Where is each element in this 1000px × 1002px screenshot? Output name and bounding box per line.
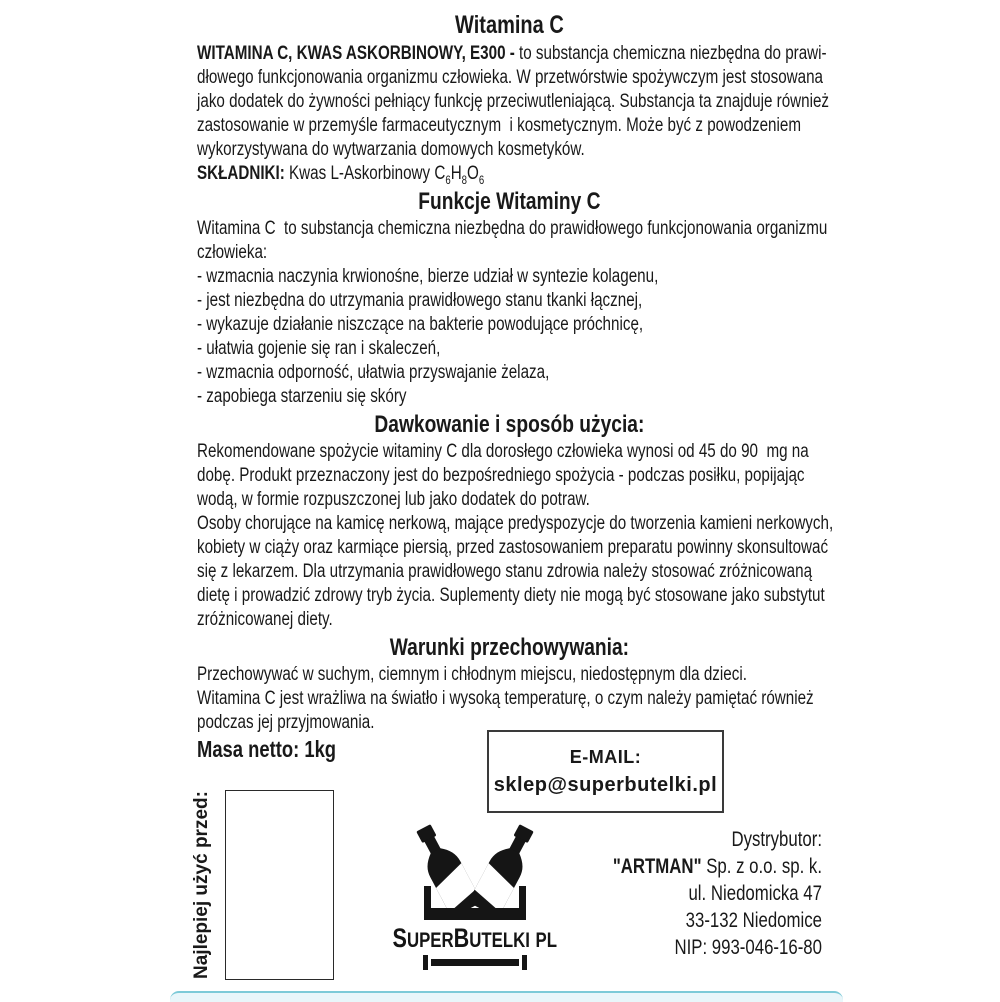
email-label: E-MAIL: (569, 746, 642, 767)
bottom-accent-bar (170, 991, 843, 1002)
storage-heading: Warunki przechowywania: (389, 634, 630, 661)
email-box (487, 730, 724, 813)
intro-line-1 (197, 42, 827, 66)
formula: $C_6H_8O_6$ (434, 163, 485, 187)
functions-bullet: - wykazuje działanie niszczące na bakterie powodujące próchnicę, (197, 314, 644, 335)
distributor-street: ul. Niedomicka 47 (688, 882, 822, 905)
intro-line-4: zastosowanie w przemyśle farmaceutycznym i kosmetycznym. Może być z powodzeniem (197, 115, 801, 136)
brand-name: SUPERBUTELKI PL (392, 923, 558, 953)
intro-lead-bold: WITAMINA C, KWAS ASKORBINOWY, E300 - (197, 43, 520, 64)
functions-bullet: - zapobiega starzeniu się skóry (197, 386, 407, 407)
net-mass: Masa netto: 1kg (197, 736, 337, 762)
distributor-company-suffix: Sp. z o.o. sp. k. (701, 855, 822, 878)
dosage-line: kobiety w ciąży oraz karmiące piersią, przed zastosowaniem preparatu powinny skonsultować (197, 537, 829, 558)
ingredients-label: SKŁADNIKI: (197, 163, 285, 184)
storage-line: Witamina C jest wrażliwa na światło i wysoką temperaturę, o czym należy pamiętać również (197, 688, 814, 709)
intro-line-5: wykorzystywana do wytwarzania domowych kosmetyków. (197, 139, 585, 160)
functions-heading: Funkcje Witaminy C (418, 188, 601, 215)
email-address: sklep@superbutelki.pl (493, 773, 718, 796)
dosage-line: się z lekarzem. Dla utrzymania prawidłowego stanu zdrowia należy stosować zróżnicowaną (197, 561, 813, 582)
dosage-line: wodą, w formie rozpuszczonej lub jako dodatek do potraw. (197, 489, 590, 510)
functions-intro-2: człowieka: (197, 242, 268, 263)
logo-underline (431, 959, 519, 966)
dosage-line: Osoby chorujące na kamicę nerkową, mające predyspozycje do tworzenia kamieni nerkowych, (197, 513, 834, 534)
functions-intro-1: Witamina C to substancja chemiczna niezbędna do prawidłowego funkcjonowania organizmu (197, 218, 828, 239)
functions-bullet: - wzmacnia odporność, ułatwia przyswajanie żelaza, (197, 362, 550, 383)
distributor-company (534, 853, 822, 880)
distributor-block (534, 826, 822, 961)
functions-bullet: - wzmacnia naczynia krwionośne, bierze udział w syntezie kolagenu, (197, 266, 659, 287)
dosage-line: Rekomendowane spożycie witaminy C dla dorosłego człowieka wynosi od 45 do 90 mg na (197, 441, 809, 462)
label-text-column (197, 10, 834, 735)
dosage-line: zróżnicowanej diety. (197, 609, 333, 630)
net-mass-wrap (197, 736, 517, 763)
ingredients-text: Kwas L-Askorbinowy (284, 163, 435, 184)
best-before-label: Najlepiej użyć przed: (191, 791, 212, 979)
storage-line: podczas jej przyjmowania. (197, 712, 375, 733)
intro-line-2: dłowego funkcjonowania organizmu człowieka. W przetwórstwie spożywczym jest stosowana (197, 67, 823, 88)
ingredients-line (197, 162, 822, 186)
page-title: Witamina C (455, 11, 564, 39)
distributor-heading: Dystrybutor: (731, 828, 822, 851)
best-before-box (225, 790, 334, 980)
functions-bullet: - jest niezbędna do utrzymania prawidłowego stanu tkanki łącznej, (197, 290, 643, 311)
distributor-city: 33-132 Niedomice (685, 909, 822, 932)
intro-line-3: jako dodatek do żywności pełniący funkcję przeciwutleniającą. Substancja ta znajduje również (197, 91, 830, 112)
functions-bullet: - ułatwia gojenie się ran i skaleczeń, (197, 338, 441, 359)
distributor-company-name: "ARTMAN" (612, 855, 702, 878)
intro-lead-rest: to substancja chemiczna niezbędna do prawi- (519, 43, 827, 64)
distributor-nip: NIP: 993-046-16-80 (674, 936, 822, 959)
dosage-heading: Dawkowanie i sposób użycia: (374, 411, 645, 438)
dosage-line: dobę. Produkt przeznaczony jest do bezpośredniego spożycia - podczas posiłku, popijając (197, 465, 805, 486)
storage-line: Przechowywać w suchym, ciemnym i chłodnym miejscu, niedostępnym dla dzieci. (197, 664, 747, 685)
dosage-line: dietę i prowadzić zdrowy tryb życia. Suplementy diety nie mogą być stosowane jako substytut (197, 585, 825, 606)
